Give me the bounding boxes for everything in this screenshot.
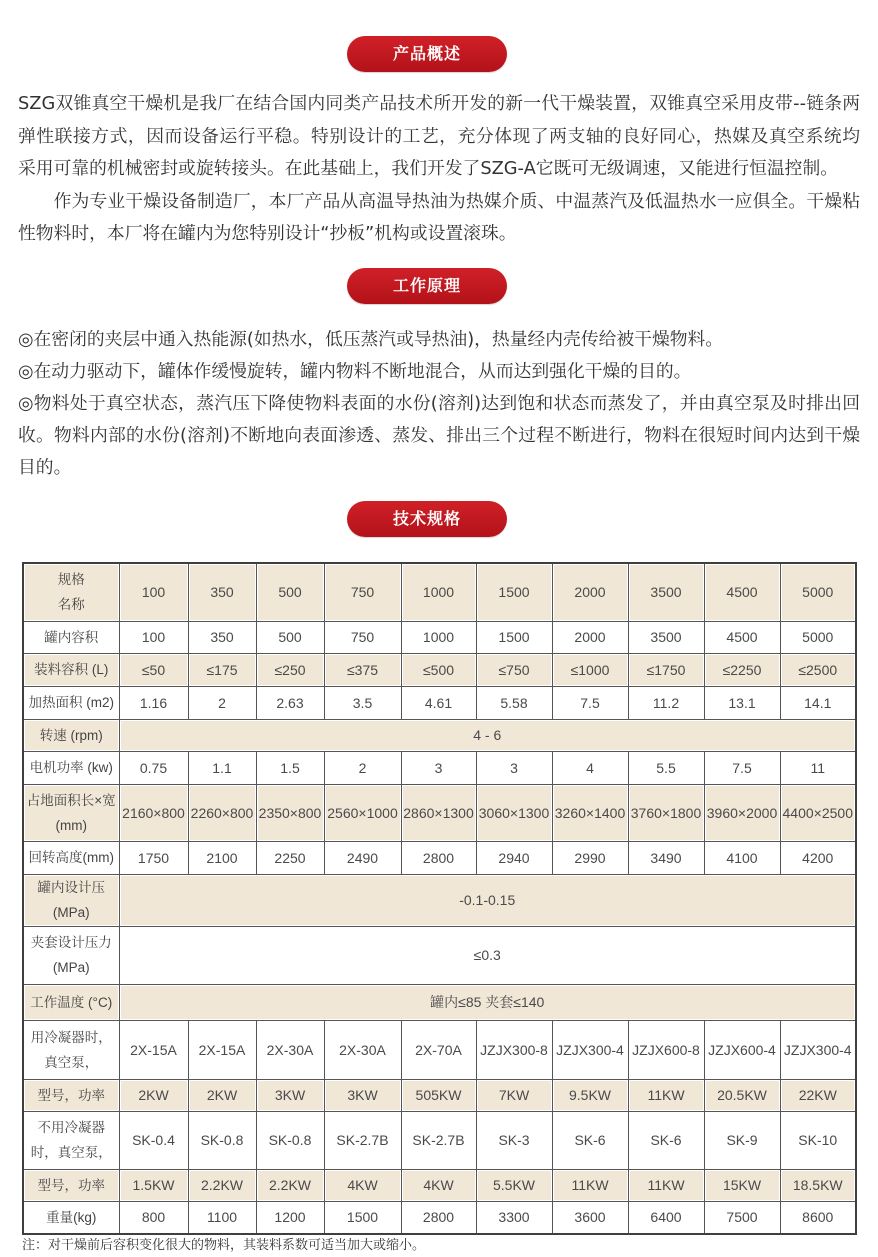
table-cell: 2KW: [119, 1079, 188, 1111]
table-cell: 2490: [324, 841, 401, 874]
table-cell: SK-0.4: [119, 1111, 188, 1169]
row-label-line: 型号，功率: [37, 1087, 105, 1103]
table-cell: SK-6: [628, 1111, 704, 1169]
row-label-line: 工作温度 (°C): [30, 994, 113, 1010]
table-cell: JZJX300-4: [552, 1020, 628, 1079]
table-cell: 3KW: [256, 1079, 324, 1111]
row-label-line: 不用冷凝器: [37, 1120, 105, 1135]
table-cell: 2100: [188, 841, 256, 874]
table-cell: 350: [188, 621, 256, 653]
section-title-specs: 技术规格: [347, 501, 507, 537]
section-title-principle: 工作原理: [347, 268, 507, 304]
table-cell: 4400×2500: [780, 784, 856, 841]
row-label: [23, 653, 119, 686]
table-cell: JZJX600-8: [628, 1020, 704, 1079]
table-cell: ≤1750: [628, 653, 704, 686]
table-row: [23, 1020, 856, 1079]
row-label-line: 占地面积长×宽: [26, 792, 116, 808]
table-cell: 11: [780, 751, 856, 784]
row-label-line: 真空泵，: [44, 1054, 99, 1070]
principle-item: [18, 324, 860, 356]
model-header: 500: [256, 563, 324, 621]
table-row: [23, 926, 856, 984]
section-title-overview: 产品概述: [347, 36, 507, 72]
table-cell: 5.58: [476, 686, 552, 719]
table-cell: 11.2: [628, 686, 704, 719]
row-label: [23, 926, 119, 984]
table-cell: ≤175: [188, 653, 256, 686]
table-cell: 4500: [704, 621, 780, 653]
text-line: 弹性联接方式，因而设备运行平稳。特别设计的工艺，充分体现了两支轴的良好同心，热媒及真空系统均: [18, 125, 860, 147]
table-row: [23, 719, 856, 751]
row-label-line: 规格: [57, 572, 85, 588]
row-label: [23, 841, 119, 874]
table-cell-span: -0.1-0.15: [119, 874, 856, 926]
table-cell: 4KW: [401, 1169, 476, 1201]
table-cell: 3760×1800: [628, 784, 704, 841]
table-cell: 4KW: [324, 1169, 401, 1201]
model-header: 3500: [628, 563, 704, 621]
table-header-row: [23, 563, 856, 621]
text-line: ◎物料处于真空状态，蒸汽压下降使物料表面的水份(溶剂)达到饱和状态而蒸发了，并由真空泵及时排出回: [18, 393, 860, 414]
table-cell: SK-10: [780, 1111, 856, 1169]
table-cell: 5000: [780, 621, 856, 653]
row-label-line: 夹套设计压力: [30, 935, 112, 950]
table-cell: 1.16: [119, 686, 188, 719]
table-cell: 505KW: [401, 1079, 476, 1111]
overview-paragraph: [18, 186, 860, 251]
table-cell: 2160×800: [119, 784, 188, 841]
table-cell: 22KW: [780, 1079, 856, 1111]
table-cell: 3: [401, 751, 476, 784]
table-cell-span: 4 - 6: [119, 719, 856, 751]
model-header: 100: [119, 563, 188, 621]
overview-paragraph: [18, 88, 860, 186]
table-row: [23, 841, 856, 874]
overview-text: [18, 88, 860, 251]
table-cell: 750: [324, 621, 401, 653]
table-cell: 2940: [476, 841, 552, 874]
table-cell: 4.61: [401, 686, 476, 719]
table-cell: 500: [256, 621, 324, 653]
table-cell: 3960×2000: [704, 784, 780, 841]
table-cell: 1100: [188, 1201, 256, 1234]
table-cell: 3490: [628, 841, 704, 874]
row-label: [23, 563, 119, 621]
row-label-line: 电机功率 (kw): [29, 760, 113, 775]
table-row: [23, 751, 856, 784]
table-cell: 3KW: [324, 1079, 401, 1111]
table-row: [23, 984, 856, 1020]
table-cell: 4100: [704, 841, 780, 874]
row-label: [23, 686, 119, 719]
table-cell: 1.1: [188, 751, 256, 784]
table-cell: 2X-30A: [256, 1020, 324, 1079]
table-row: [23, 874, 856, 926]
table-cell: 2X-70A: [401, 1020, 476, 1079]
table-cell: 0.75: [119, 751, 188, 784]
table-cell: 15KW: [704, 1169, 780, 1201]
model-header: 5000: [780, 563, 856, 621]
table-cell: 2KW: [188, 1079, 256, 1111]
text-line: ◎在动力驱动下，罐体作缓慢旋转，罐内物料不断地混合，从而达到强化干燥的目的。: [18, 361, 692, 382]
table-cell: 2.63: [256, 686, 324, 719]
table-cell: 2X-30A: [324, 1020, 401, 1079]
table-cell: 2560×1000: [324, 784, 401, 841]
table-cell: ≤50: [119, 653, 188, 686]
row-label-line: 型号，功率: [37, 1177, 105, 1193]
table-cell: 3300: [476, 1201, 552, 1234]
row-label-line: 用冷凝器时，: [30, 1029, 112, 1045]
table-row: [23, 784, 856, 841]
row-label: [23, 1079, 119, 1111]
row-label: [23, 1111, 119, 1169]
row-label: [23, 874, 119, 926]
table-cell: SK-6: [552, 1111, 628, 1169]
table-cell: 2350×800: [256, 784, 324, 841]
spec-table: [22, 562, 857, 1235]
table-cell: 3060×1300: [476, 784, 552, 841]
table-cell: ≤2500: [780, 653, 856, 686]
table-cell: 14.1: [780, 686, 856, 719]
table-cell: 13.1: [704, 686, 780, 719]
table-cell: 11KW: [628, 1169, 704, 1201]
table-cell: SK-0.8: [188, 1111, 256, 1169]
row-label-line: 转速 (rpm): [39, 727, 103, 743]
table-cell: SK-3: [476, 1111, 552, 1169]
text-line: 作为专业干燥设备制造厂，本厂产品从高温导热油为热媒介质、中温蒸汽及低温热水一应俱全。干燥粘: [53, 190, 860, 212]
table-cell: 2: [188, 686, 256, 719]
table-row: [23, 1201, 856, 1234]
text-line: 性物料时，本厂将在罐内为您特别设计“抄板”机构或设置滚珠。: [18, 223, 517, 244]
table-cell: 11KW: [628, 1079, 704, 1111]
row-label: [23, 719, 119, 751]
row-label-line: 加热面积 (m2): [28, 695, 114, 710]
row-label-line: 罐内容积: [44, 629, 99, 645]
table-cell: 4: [552, 751, 628, 784]
table-cell: 20.5KW: [704, 1079, 780, 1111]
table-cell: 2860×1300: [401, 784, 476, 841]
table-cell: 2: [324, 751, 401, 784]
table-cell: 2.2KW: [256, 1169, 324, 1201]
model-header: 1000: [401, 563, 476, 621]
text-line: 目的。: [18, 457, 72, 478]
table-cell-span: 罐内≤85 夹套≤140: [119, 984, 856, 1020]
table-cell: ≤500: [401, 653, 476, 686]
row-label-line: 时，真空泵，: [30, 1145, 112, 1160]
table-cell: 2X-15A: [119, 1020, 188, 1079]
row-label: [23, 984, 119, 1020]
row-label-line: 装料容积 (L): [34, 662, 109, 677]
table-row: [23, 653, 856, 686]
table-row: [23, 1169, 856, 1201]
table-cell: SK-2.7B: [324, 1111, 401, 1169]
principle-item: [18, 388, 860, 484]
table-cell: 3260×1400: [552, 784, 628, 841]
table-cell-span: ≤0.3: [119, 926, 856, 984]
principle-item: [18, 356, 860, 388]
table-cell: 3600: [552, 1201, 628, 1234]
model-header: 750: [324, 563, 401, 621]
row-label: [23, 751, 119, 784]
row-label: [23, 1201, 119, 1234]
row-label: [23, 1169, 119, 1201]
table-cell: ≤2250: [704, 653, 780, 686]
table-cell: 1000: [401, 621, 476, 653]
text-line: ◎在密闭的夹层中通入热能源(如热水，低压蒸汽或导热油)，热量经内壳传给被干燥物料。: [18, 329, 724, 350]
row-label: [23, 784, 119, 841]
row-label-line: (mm): [55, 817, 87, 833]
table-cell: ≤375: [324, 653, 401, 686]
table-cell: ≤250: [256, 653, 324, 686]
table-cell: 7.5: [704, 751, 780, 784]
table-row: [23, 686, 856, 719]
table-cell: 1500: [324, 1201, 401, 1234]
table-cell: 1.5: [256, 751, 324, 784]
table-cell: 2250: [256, 841, 324, 874]
table-cell: 8600: [780, 1201, 856, 1234]
model-header: 350: [188, 563, 256, 621]
table-row: [23, 621, 856, 653]
table-cell: ≤750: [476, 653, 552, 686]
table-cell: 5.5KW: [476, 1169, 552, 1201]
text-line: 收。物料内部的水份(溶剂)不断地向表面渗透、蒸发、排出三个过程不断进行，物料在很短时间内达到干燥: [18, 425, 860, 446]
principle-text: [18, 324, 860, 484]
row-label-line: (MPa): [52, 960, 90, 975]
table-cell: 7KW: [476, 1079, 552, 1111]
table-cell: 3.5: [324, 686, 401, 719]
model-header: 2000: [552, 563, 628, 621]
model-header: 4500: [704, 563, 780, 621]
table-cell: SK-0.8: [256, 1111, 324, 1169]
table-cell: 2.2KW: [188, 1169, 256, 1201]
row-label: [23, 1020, 119, 1079]
table-cell: 3: [476, 751, 552, 784]
table-cell: 18.5KW: [780, 1169, 856, 1201]
table-cell: JZJX600-4: [704, 1020, 780, 1079]
table-cell: 2X-15A: [188, 1020, 256, 1079]
table-cell: JZJX300-4: [780, 1020, 856, 1079]
table-cell: JZJX300-8: [476, 1020, 552, 1079]
row-label-line: 罐内设计压: [37, 880, 105, 895]
table-cell: 100: [119, 621, 188, 653]
model-header: 1500: [476, 563, 552, 621]
footnote: 注：对干燥前后容积变化很大的物料，其装料系数可适当加大或缩小。: [22, 1238, 426, 1253]
table-cell: 2000: [552, 621, 628, 653]
table-row: [23, 1111, 856, 1169]
table-cell: 9.5KW: [552, 1079, 628, 1111]
table-cell: 800: [119, 1201, 188, 1234]
spec-table-body: [23, 563, 856, 1234]
table-cell: 3500: [628, 621, 704, 653]
table-cell: 6400: [628, 1201, 704, 1234]
table-cell: 7500: [704, 1201, 780, 1234]
table-cell: 2260×800: [188, 784, 256, 841]
table-cell: 7.5: [552, 686, 628, 719]
table-cell: 1200: [256, 1201, 324, 1234]
row-label-line: 回转高度(mm): [28, 850, 114, 865]
text-line: 采用可靠的机械密封或旋转接头。在此基础上，我们开发了SZG-A它既可无级调速，又能进行恒温控制。: [18, 158, 839, 179]
table-cell: 1500: [476, 621, 552, 653]
table-row: [23, 1079, 856, 1111]
table-cell: SK-9: [704, 1111, 780, 1169]
table-cell: 2800: [401, 1201, 476, 1234]
table-cell: 1.5KW: [119, 1169, 188, 1201]
row-label-line: (MPa): [52, 905, 90, 920]
table-cell: 2990: [552, 841, 628, 874]
table-cell: SK-2.7B: [401, 1111, 476, 1169]
table-cell: 2800: [401, 841, 476, 874]
text-line: SZG双锥真空干燥机是我厂在结合国内同类产品技术所开发的新一代干燥装置，双锥真空采用皮带--链条两: [18, 93, 860, 114]
row-label-line: 名称: [57, 597, 85, 613]
row-label-line: 重量(kg): [46, 1209, 97, 1225]
row-label: [23, 621, 119, 653]
table-cell: 11KW: [552, 1169, 628, 1201]
table-cell: ≤1000: [552, 653, 628, 686]
table-cell: 4200: [780, 841, 856, 874]
table-cell: 1750: [119, 841, 188, 874]
table-cell: 5.5: [628, 751, 704, 784]
